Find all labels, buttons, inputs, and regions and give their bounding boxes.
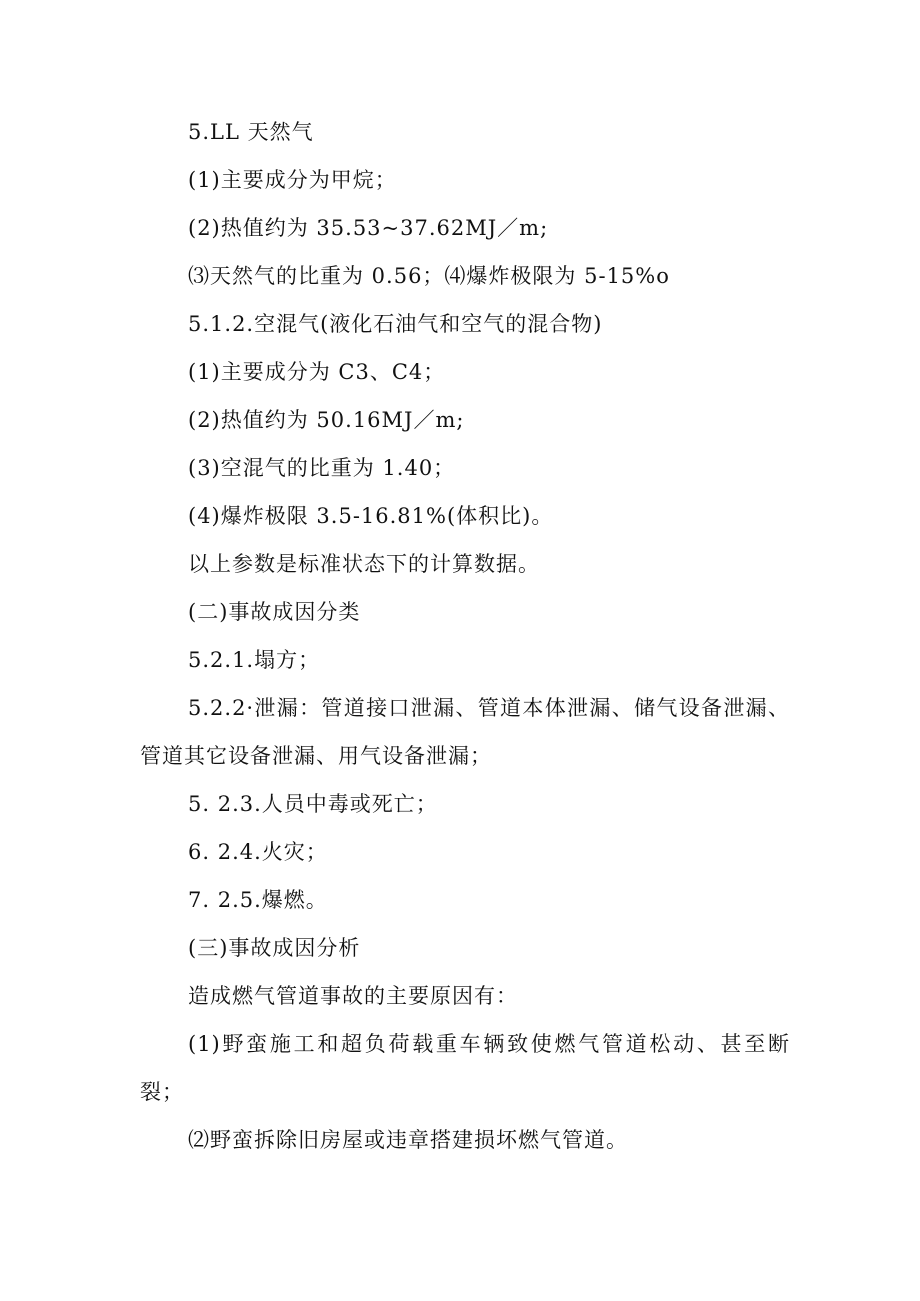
text-line: (4)爆炸极限 3.5-16.81%(体积比)。 xyxy=(188,504,554,528)
text-line: (3)空混气的比重为 1.40； xyxy=(188,456,456,480)
text-line: (1)主要成分为甲烷； xyxy=(188,168,397,192)
document-body xyxy=(140,108,790,1164)
heading-air-mixed-gas: 5.1.2.空混气(液化石油气和空气的混合物) xyxy=(188,312,603,336)
section-heading-accident-analysis: (三)事故成因分析 xyxy=(188,936,361,960)
text-line: 7. 2.5.爆燃。 xyxy=(188,888,328,912)
text-line: 造成燃气管道事故的主要原因有： xyxy=(188,984,518,1008)
text-line: 以上参数是标准状态下的计算数据。 xyxy=(188,552,540,576)
text-line: ⑵野蛮拆除旧房屋或违章搭建损坏燃气管道。 xyxy=(188,1128,628,1152)
text-line: (2)热值约为 50.16MJ／m; xyxy=(188,408,465,432)
text-line: ⑶天然气的比重为 0.56；⑷爆炸极限为 5-15%o xyxy=(188,264,670,288)
heading-natural-gas: 5.LL 天然气 xyxy=(188,120,314,144)
text-line: (2)热值约为 35.53~37.62MJ／m; xyxy=(188,216,549,240)
section-heading-accident-classification: (二)事故成因分类 xyxy=(188,600,361,624)
text-line: 5.2.1.塌方； xyxy=(188,648,321,672)
text-line: (1)主要成分为 C3、C4； xyxy=(188,360,446,384)
paragraph-construction-cause: (1)野蛮施工和超负荷载重车辆致使燃气管道松动、甚至断裂； xyxy=(140,1032,790,1104)
text-line: 6. 2.4.火灾； xyxy=(188,840,328,864)
paragraph-leakage: 5.2.2·泄漏：管道接口泄漏、管道本体泄漏、储气设备泄漏、管道其它设备泄漏、用气设备泄漏； xyxy=(140,696,790,768)
text-line: 5. 2.3.人员中毒或死亡； xyxy=(188,792,438,816)
